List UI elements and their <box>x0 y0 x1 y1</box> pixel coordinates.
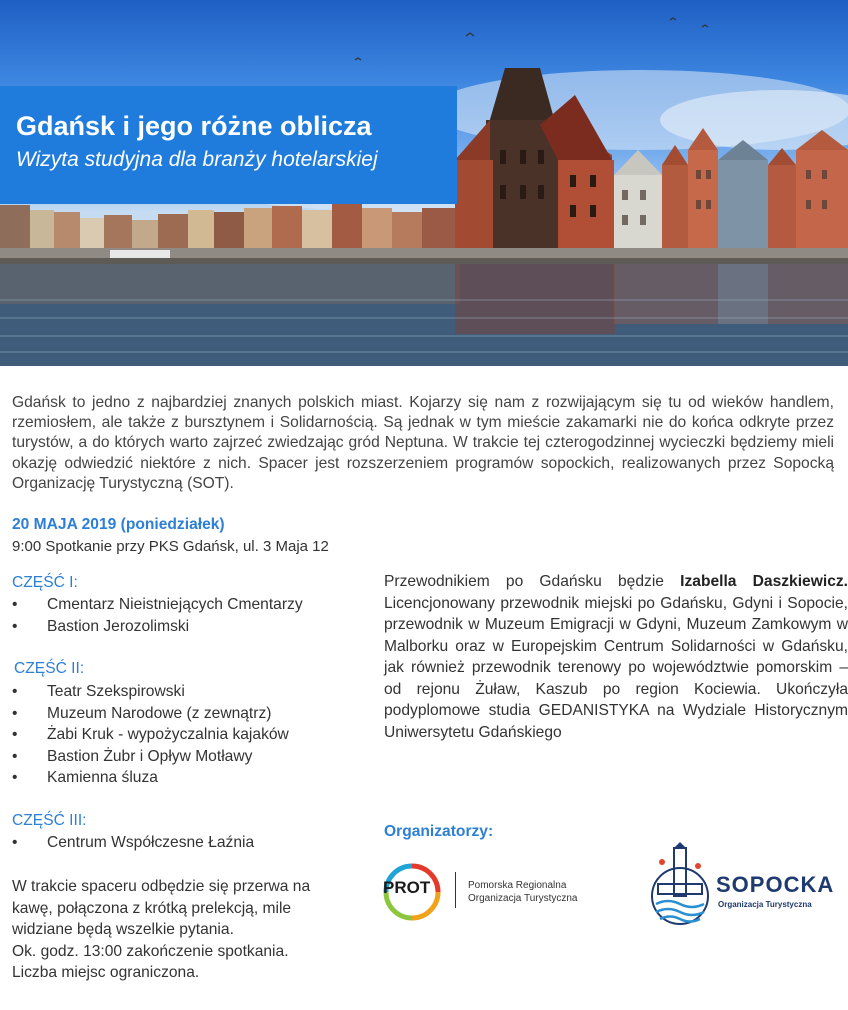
sopocka-emblem-icon <box>648 842 712 932</box>
list-item: • Centrum Współczesne Łaźnia <box>12 832 254 854</box>
list-item: • Żabi Kruk - wypożyczalnia kajaków <box>12 724 289 746</box>
list-item: • Muzeum Narodowe (z zewnątrz) <box>12 703 289 725</box>
prot-divider <box>455 872 456 908</box>
part-3-list <box>12 832 254 854</box>
intro-paragraph: Gdańsk to jedno z najbardziej znanych polskich miast. Kojarzy się nam z rozwijającym się tu od wieków handlem, rzemiosłem, ale także z bursztynem i Solidarnością. Są jednak w tym mieście zakamarki nie do końca odkryte przez turystów, a do których warto zajrzeć zwiedzając gród Neptuna. W trakcie tej czterogodzinnej wycieczki będziemy mieli okazję odwiedzić niektóre z nich. Spacer jest rozszerzeniem programów sopockich, realizowanych przez Sopocką Organizację Turystyczną (SOT). <box>12 394 834 492</box>
part-2-list <box>12 681 289 789</box>
part-2-heading: CZĘŚĆ II: <box>14 660 85 677</box>
guide-bio: Licencjonowany przewodnik miejski po Gdańsku, Gdyni i Sopocie, przewodnik w Muzeum Emigracji w Gdyni, Muzeum Zamkowym w Malborku oraz w Europejskim Centrum Solidarności w Gdańsku, jak również przewodnik terenowy po województwie pomorskim – od rejonu Żuław, Kaszub po region Kociewia. Ukończyła podyplomowe studia GEDANISTYKA na Wydziale Historycznym Uniwersytetu Gdańskiego <box>384 594 848 741</box>
event-date: 20 MAJA 2019 (poniedziałek) <box>12 516 225 533</box>
page-subtitle: Wizyta studyjna dla branży hotelarskiej <box>16 148 378 171</box>
closing-notes <box>12 876 342 984</box>
list-item: • Kamienna śluza <box>12 767 289 789</box>
break-note: W trakcie spaceru odbędzie się przerwa na kawę, połączona z krótką prelekcją, mile widziane będą wszelkie pytania. <box>12 878 311 938</box>
part-1-heading: CZĘŚĆ I: <box>12 574 78 591</box>
prot-abbr: PROT <box>383 878 431 897</box>
sopocka-logo-name: SOPOCKA <box>716 872 835 897</box>
list-item: • Cmentarz Nieistniejących Cmentarzy <box>12 594 303 616</box>
organizers-heading: Organizatorzy: <box>384 823 494 840</box>
prot-full-name: Pomorska Regionalna Organizacja Turystyczna <box>468 880 578 904</box>
guide-intro: Przewodnikiem po Gdańsku będzie <box>384 573 681 590</box>
meeting-point: 9:00 Spotkanie przy PKS Gdańsk, ul. 3 Maja 12 <box>12 538 329 555</box>
part-1-list <box>12 594 303 637</box>
hero-image <box>0 0 848 366</box>
sopocka-logo-sub: Organizacja Turystyczna <box>718 900 812 909</box>
list-item: • Bastion Żubr i Opływ Motławy <box>12 746 289 768</box>
capacity-note: Liczba miejsc ograniczona. <box>12 964 200 981</box>
list-item: • Teatr Szekspirowski <box>12 681 289 703</box>
guide-description <box>384 571 848 743</box>
page-title: Gdańsk i jego różne oblicza <box>16 111 372 141</box>
list-item: • Bastion Jerozolimski <box>12 616 303 638</box>
guide-name: Izabella Daszkiewicz. <box>680 573 848 590</box>
part-3-heading: CZĘŚĆ III: <box>12 812 87 829</box>
title-banner <box>0 86 457 204</box>
end-time-note: Ok. godz. 13:00 zakończenie spotkania. <box>12 942 289 960</box>
